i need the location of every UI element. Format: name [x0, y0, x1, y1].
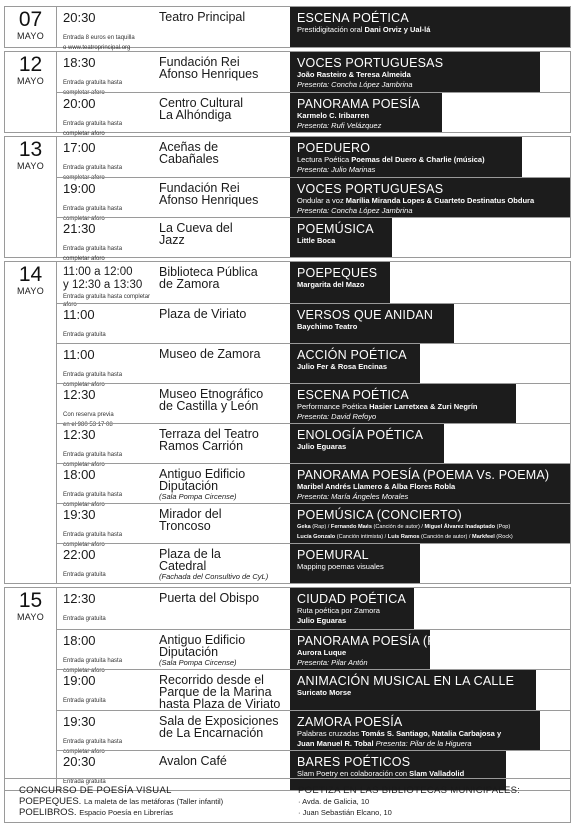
presenter-text: Presenta: Julio Marinas — [297, 165, 376, 174]
event-program-box — [290, 344, 420, 383]
presenter-text: Presenta: Concha López Jambrina — [297, 80, 413, 89]
event-program-line — [297, 402, 509, 412]
event-access-note: Entrada gratuita hasta — [63, 452, 123, 458]
event-time: 17:00 — [63, 140, 96, 155]
event-time-block — [63, 11, 155, 52]
performer-name: Julio Eguaras — [297, 442, 347, 451]
performer-name: Tomás S. Santiago, Natalia Carbajosa y — [361, 729, 502, 738]
event-list — [57, 588, 570, 790]
performer-name: Markfeel — [472, 534, 495, 540]
event-program-line — [297, 362, 413, 372]
event-program-line — [297, 121, 435, 131]
event-program-title: ZAMORA POESÍA — [297, 715, 403, 729]
event-access-note: Entrada gratuita hasta — [63, 121, 123, 127]
event-program-line — [297, 648, 423, 658]
footer-right-heading: POETIZA EN LAS BIBLIOTECAS MUNICIPALES: — [298, 785, 521, 796]
day-label — [5, 137, 57, 257]
event-program-line — [297, 412, 509, 422]
event-venue-detail: (Fachada del Consultivo de CyL) — [159, 572, 269, 581]
event-time-block — [63, 56, 155, 97]
event-row — [57, 89, 570, 137]
presenter-text: Presenta: Rufi Velázquez — [297, 121, 382, 130]
event-access-note: Entrada gratuita hasta — [63, 372, 123, 378]
day-number: 13 — [18, 138, 43, 161]
footer-item-name: POELIBROS. — [19, 807, 77, 818]
event-program-line — [297, 492, 563, 502]
event-program-box — [290, 7, 570, 47]
event-venue: Recorrido desde el Parque de la Marina hasta Plaza de Viriato — [159, 673, 281, 711]
event-time: 20:30 — [63, 10, 96, 25]
event-program-title: POEPEQUES — [297, 266, 378, 280]
performer-name: Slam Valladolid — [409, 769, 465, 778]
event-venue-block — [159, 715, 287, 739]
program-text: (Canción de autor) / — [371, 524, 425, 530]
event-row — [57, 262, 570, 308]
footer-item-desc: La maleta de las metáforas (Taller infantil) — [83, 797, 224, 806]
event-program-line — [297, 206, 563, 216]
event-time: 12:30 — [63, 427, 96, 442]
event-access-note: Entrada gratuita — [63, 572, 106, 578]
event-venue: Museo Etnográfico de Castilla y León — [159, 387, 264, 413]
event-venue-block — [159, 508, 287, 532]
event-access-note: completar aforo — [63, 174, 105, 181]
performer-name: Poemas del Duero & Charlie (música) — [351, 155, 485, 164]
program-text: Palabras cruzadas — [297, 729, 362, 738]
day-month: MAYO — [16, 161, 45, 171]
event-program-title: VERSOS QUE ANIDAN — [297, 308, 434, 322]
event-program-line — [297, 658, 423, 668]
event-program-box — [290, 504, 570, 543]
event-program-line — [297, 688, 529, 698]
performer-name: Julio Eguaras — [297, 616, 347, 625]
event-program-title: PANORAMA POESÍA — [297, 97, 420, 111]
program-text: Slam Poetry en colaboración con — [297, 769, 410, 778]
library-address: · Avda. de Galicia, 10 — [298, 797, 370, 806]
event-access-note: Entrada gratuita — [63, 698, 106, 704]
event-time-block — [63, 548, 155, 580]
event-venue-block — [159, 56, 287, 80]
event-access-note: completar aforo — [63, 381, 105, 388]
event-venue-block — [159, 755, 287, 767]
event-venue-block — [159, 141, 287, 165]
presenter-text: Presenta: Pilar Antón — [297, 658, 368, 667]
event-access-note: en el 980 53 17 08 — [63, 421, 113, 428]
event-program-line — [297, 80, 533, 90]
event-row — [57, 503, 570, 548]
day-number: 07 — [18, 8, 43, 31]
event-time: 11:00 — [63, 347, 95, 362]
event-program-line — [297, 729, 533, 739]
event-program-line — [297, 196, 563, 206]
day-month: MAYO — [16, 31, 45, 41]
event-row — [57, 543, 570, 583]
event-program-title: ANIMACIÓN MUSICAL EN LA CALLE — [297, 674, 515, 688]
event-venue-block — [159, 308, 287, 320]
event-time: 19:30 — [63, 507, 96, 522]
presenter-text: Presenta: Pilar de la Higuera — [373, 739, 472, 748]
event-venue: Terraza del Teatro Ramos Carrión — [159, 427, 259, 453]
event-time: 19:00 — [63, 673, 96, 688]
event-venue-block — [159, 182, 287, 206]
event-venue: Antiguo Edificio Diputación — [159, 633, 246, 659]
footer-item — [19, 796, 223, 807]
event-row — [57, 629, 570, 674]
event-program-line — [297, 165, 515, 175]
event-venue-block — [159, 428, 287, 452]
event-time: 18:30 — [63, 55, 96, 70]
event-venue-detail: (Sala Pompa Circense) — [159, 658, 237, 667]
event-time: 18:00 — [63, 633, 96, 648]
program-text: (Canción de autor) / — [419, 534, 473, 540]
event-program-title: VOCES PORTUGUESAS — [297, 56, 444, 70]
performer-name: Karmelo C. Iribarren — [297, 111, 370, 120]
day-number: 14 — [18, 263, 43, 286]
day-label — [5, 52, 57, 132]
event-access-note: completar aforo — [63, 130, 105, 137]
event-program-line — [297, 111, 435, 121]
event-access-note: completar aforo — [63, 255, 105, 262]
event-program-line — [297, 739, 533, 749]
event-program-box — [290, 262, 390, 303]
program-text: (Pop) — [495, 524, 511, 530]
event-venue-block — [159, 266, 287, 290]
event-time-block — [63, 222, 155, 263]
program-text: Ondular a voz — [297, 196, 346, 205]
event-venue-block — [159, 388, 287, 412]
event-time: 20:00 — [63, 96, 96, 111]
event-venue-block — [159, 468, 287, 501]
presenter-text: Presenta: María Ángeles Morales — [297, 492, 409, 501]
performer-name: Dani Orviz y Ual-lá — [364, 25, 431, 34]
event-list — [57, 52, 570, 137]
event-venue-detail: (Sala Pompa Circense) — [159, 492, 237, 501]
performer-name: Margarita del Mazo — [297, 280, 365, 289]
event-program-line — [297, 236, 385, 246]
event-access-note: completar aforo — [63, 501, 105, 508]
event-venue-block — [159, 348, 287, 360]
event-access-note: Entrada gratuita hasta — [63, 532, 123, 538]
event-venue-block — [159, 11, 287, 23]
event-program-box — [290, 218, 392, 257]
program-text: Lectura Poética — [297, 155, 352, 164]
event-program-title: BARES POÉTICOS — [297, 755, 411, 769]
event-list — [57, 262, 570, 583]
event-venue-block — [159, 674, 287, 710]
footer-right — [298, 785, 520, 818]
event-row — [57, 137, 570, 181]
event-venue: Aceñas de Cabañales — [159, 140, 219, 166]
program-text: Ruta poética por Zamora — [297, 606, 380, 615]
event-access-note: completar aforo — [63, 89, 105, 96]
day-number: 12 — [18, 53, 43, 76]
footer-left — [19, 785, 223, 818]
event-row — [57, 174, 570, 222]
event-venue-block — [159, 592, 287, 604]
event-program-line — [297, 522, 563, 532]
event-row — [57, 710, 570, 755]
day-month: MAYO — [16, 76, 45, 86]
event-time: 12:30 — [63, 387, 96, 402]
event-access-note: completar aforo — [63, 461, 105, 468]
event-row — [57, 343, 570, 388]
footer-item-desc: Espacio Poesía en Librerías — [79, 808, 174, 817]
event-row — [57, 383, 570, 428]
event-program-line — [297, 562, 413, 572]
footer-item-name: POEPEQUES. — [19, 796, 82, 807]
event-access-note: Entrada gratuita — [63, 616, 106, 622]
event-row — [57, 423, 570, 468]
event-program-box — [290, 178, 570, 217]
event-access-note: Entrada gratuita hasta — [63, 739, 123, 745]
event-program-title: POEMÚSICA (CONCIERTO) — [297, 508, 462, 522]
event-program-title: POEDUERO — [297, 141, 371, 155]
event-venue: Fundación Rei Afonso Henriques — [159, 55, 259, 81]
event-venue: Plaza de Viriato — [159, 307, 247, 321]
event-schedule — [4, 6, 571, 794]
event-program-title: POEMURAL — [297, 548, 369, 562]
event-program-title: ACCIÓN POÉTICA — [297, 348, 407, 362]
event-time-block — [63, 592, 155, 624]
event-venue: Plaza de la Catedral — [159, 547, 221, 573]
event-venue: Antiguo Edificio Diputación — [159, 467, 246, 493]
performer-name: Juan Manuel R. Tobal — [297, 739, 374, 748]
event-access-note: Entrada gratuita — [63, 332, 106, 338]
event-time: 11:00 — [63, 307, 95, 322]
event-row — [57, 7, 570, 51]
event-time: 22:00 — [63, 547, 96, 562]
performer-name: João Rasteiro & Teresa Almeida — [297, 70, 411, 79]
event-program-title: POEMÚSICA — [297, 222, 374, 236]
event-program-line — [297, 280, 383, 290]
event-time-block — [63, 97, 155, 138]
performer-name: Little Boca — [297, 236, 336, 245]
day-label — [5, 588, 57, 790]
event-program-line — [297, 322, 447, 332]
event-access-note: Entrada gratuita hasta — [63, 80, 123, 86]
event-program-box — [290, 137, 522, 177]
event-program-line — [297, 616, 407, 626]
event-time-block — [63, 308, 155, 340]
event-program-box — [290, 544, 420, 583]
event-access-note: Entrada gratuita hasta — [63, 206, 123, 212]
event-access-note: Entrada gratuita — [63, 779, 106, 785]
event-access-note: Entrada gratuita hasta — [63, 658, 123, 664]
event-venue: Mirador del Troncoso — [159, 507, 222, 533]
event-program-line — [297, 606, 407, 616]
performer-name: Fernando Maés — [330, 524, 372, 530]
event-time: 11:00 a 12:00 y 12:30 a 13:30 — [63, 266, 143, 291]
event-program-title: PANORAMA POESÍA (RECITAL) — [297, 634, 485, 648]
event-venue: Centro Cultural La Alhóndiga — [159, 96, 244, 122]
event-program-line — [297, 70, 533, 80]
program-text: (Rap) / — [310, 524, 331, 530]
event-venue-block — [159, 634, 287, 667]
event-program-box — [290, 464, 570, 503]
event-row — [57, 303, 570, 343]
event-program-line — [297, 155, 515, 165]
event-list — [57, 137, 570, 262]
event-venue: Teatro Principal — [159, 10, 246, 24]
event-venue: Biblioteca Pública de Zamora — [159, 265, 258, 291]
day-group — [4, 6, 571, 51]
event-program-box — [290, 630, 485, 669]
event-program-line — [297, 25, 563, 35]
performer-name: Maribel Andrés Llamero & Alba Flores Robla — [297, 482, 456, 491]
day-group — [4, 51, 571, 137]
performer-name: Aurora Luque — [297, 648, 347, 657]
event-program-title: VOCES PORTUGUESAS — [297, 182, 444, 196]
performer-name: Miguel Álvarez Inadaptado — [424, 524, 496, 530]
day-group — [4, 261, 571, 584]
event-row — [57, 463, 570, 508]
event-venue: Fundación Rei Afonso Henriques — [159, 181, 259, 207]
event-time: 19:00 — [63, 181, 96, 196]
event-time-block — [63, 141, 155, 182]
day-month: MAYO — [16, 286, 45, 296]
event-row — [57, 52, 570, 96]
event-program-box — [290, 424, 444, 463]
event-access-note: completar aforo — [63, 541, 105, 548]
program-text: (Rock) — [494, 534, 513, 540]
performer-name: Baychimo Teatro — [297, 322, 358, 331]
event-access-note: completar aforo — [63, 215, 105, 222]
event-program-title: ENOLOGÍA POÉTICA — [297, 428, 424, 442]
event-program-line — [297, 482, 563, 492]
event-row — [57, 217, 570, 262]
event-program-line — [297, 442, 437, 452]
event-access-note: Entrada gratuita hasta completar aforo — [63, 294, 151, 308]
footer-left-heading: CONCURSO DE POESÍA VISUAL — [19, 785, 172, 796]
event-access-note: Entrada gratuita hasta — [63, 492, 123, 498]
event-program-title: PANORAMA POESÍA (POEMA Vs. POEMA) — [297, 468, 550, 482]
event-venue: Sala de Exposiciones de La Encarnación — [159, 714, 279, 740]
event-program-title: ESCENA POÉTICA — [297, 11, 409, 25]
library-address: · Juan Sebastián Elcano, 10 — [298, 808, 392, 817]
event-time: 20:30 — [63, 754, 96, 769]
performer-name: Julio Fer & Rosa Encinas — [297, 362, 388, 371]
day-number: 15 — [18, 589, 43, 612]
event-access-note: o www.teatroprincipal.org — [63, 44, 131, 51]
event-time: 21:30 — [63, 221, 96, 236]
event-program-box — [290, 52, 540, 92]
event-program-box — [290, 304, 454, 343]
event-venue-block — [159, 97, 287, 121]
event-program-title: ESCENA POÉTICA — [297, 388, 409, 402]
event-time-block — [63, 674, 155, 706]
event-access-note: Entrada 8 euros en taquilla — [63, 35, 135, 41]
event-row — [57, 588, 570, 629]
day-label — [5, 7, 57, 47]
day-month: MAYO — [16, 612, 45, 622]
performer-name: Geka — [297, 524, 311, 530]
event-access-note: Entrada gratuita hasta — [63, 246, 123, 252]
event-program-line — [297, 532, 563, 542]
day-label — [5, 262, 57, 583]
event-program-box — [290, 588, 414, 629]
event-venue: Puerta del Obispo — [159, 591, 260, 605]
event-venue-block — [159, 222, 287, 246]
performer-name: Hasier Larretxea & Zuri Negrín — [369, 402, 478, 411]
program-text: Prestidigitación oral — [297, 25, 365, 34]
program-text: (Canción intimista) / — [335, 534, 388, 540]
event-access-note: Con reserva previa — [63, 412, 114, 418]
presenter-text: Presenta: David Refoyo — [297, 412, 377, 421]
event-venue: Avalon Café — [159, 754, 227, 768]
performer-name: Marília Miranda Lopes & Cuarteto Destinatus Obdura — [345, 196, 535, 205]
program-text: Performance Poética — [297, 402, 370, 411]
event-time: 19:30 — [63, 714, 96, 729]
event-access-note: completar aforo — [63, 748, 105, 755]
performer-name: Suricato Morse — [297, 688, 352, 697]
event-row — [57, 669, 570, 710]
event-program-box — [290, 711, 540, 750]
program-text: Mapping poemas visuales — [297, 562, 384, 571]
event-program-box — [290, 384, 516, 423]
performer-name: Lucía Gonzalo — [297, 534, 336, 540]
presenter-text: Presenta: Concha López Jambrina — [297, 206, 413, 215]
event-venue: La Cueva del Jazz — [159, 221, 233, 247]
event-venue: Museo de Zamora — [159, 347, 261, 361]
footer — [4, 778, 571, 823]
performer-name: Luis Ramos — [387, 534, 420, 540]
event-access-note: Entrada gratuita hasta — [63, 165, 123, 171]
event-program-box — [290, 670, 536, 710]
event-venue-block — [159, 548, 287, 581]
footer-item — [19, 807, 223, 818]
day-group — [4, 136, 571, 262]
event-program-title: CIUDAD POÉTICA — [297, 592, 407, 606]
event-access-note: completar aforo — [63, 667, 105, 674]
event-list — [57, 7, 570, 51]
event-time: 18:00 — [63, 467, 96, 482]
event-program-box — [290, 93, 442, 132]
event-time: 12:30 — [63, 591, 96, 606]
day-group — [4, 587, 571, 791]
